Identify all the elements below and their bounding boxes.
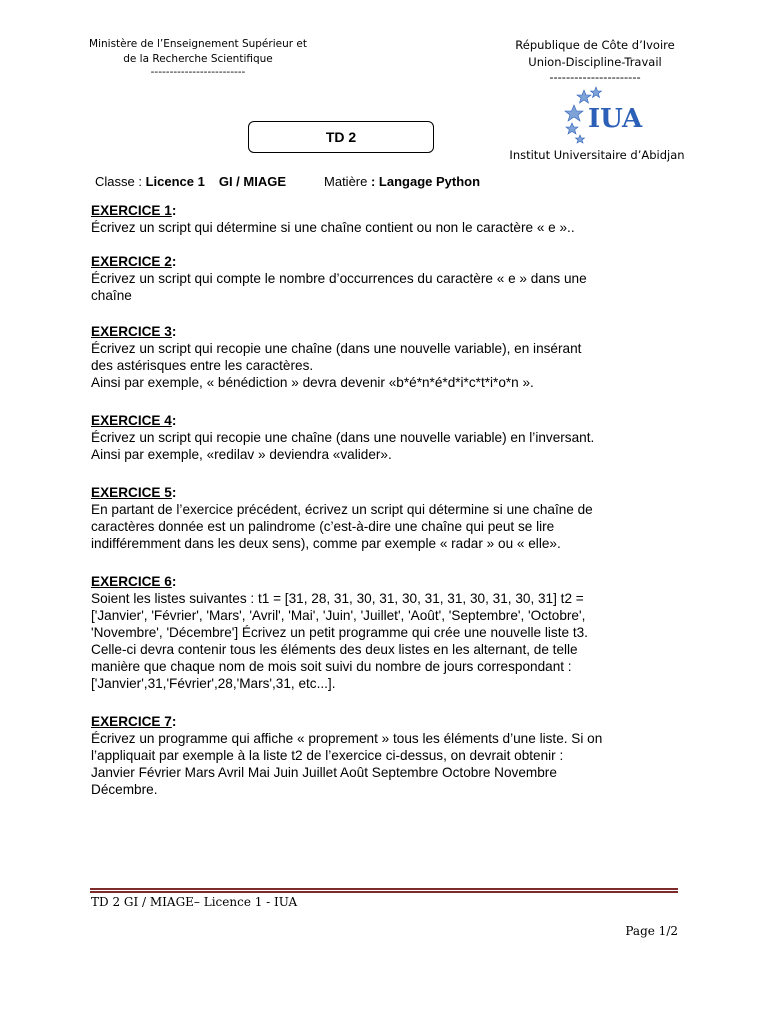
ministry-line-1: Ministère de l’Enseignement Supérieur et — [89, 38, 307, 50]
exercise-line: Ainsi par exemple, « bénédiction » devra devenir «b*é*n*é*d*i*c*t*i*o*n ». — [91, 375, 534, 390]
matiere-value: : Langage Python — [370, 174, 481, 189]
classe-level: Licence 1 — [145, 174, 205, 189]
exercise-line: manière que chaque nom de mois soit suivi du nombre de jours correspondant : — [91, 659, 572, 674]
exercise-7: EXERCICE 7: Écrivez un programme qui affiche « proprement » tous les éléments d’une liste. Si on l’appliquait par exemple à la liste t2 de l’exercice ci-dessus, on devrait obtenir : Janvier Février Mars Avril Mai Juin Juillet Août Septembre Octobre Novembre Décembre. — [91, 713, 691, 798]
footer-divider — [90, 888, 678, 894]
exercise-line: caractères donnée est un palindrome (c’est-à-dire une chaîne qui peut se lire — [91, 519, 555, 534]
exercise-2: EXERCICE 2: Écrivez un script qui compte le nombre d’occurrences du caractère « e » dans une chaîne — [91, 253, 691, 304]
exercise-line: Écrivez un script qui recopie une chaîne (dans une nouvelle variable), en insérant — [91, 341, 582, 356]
exercise-line: Ainsi par exemple, «redilav » deviendra «valider». — [91, 447, 392, 462]
logo-text: IUA — [588, 104, 643, 134]
exercise-line: Janvier Février Mars Avril Mai Juin Juillet Août Septembre Octobre Novembre — [91, 765, 557, 780]
exercise-line: Écrivez un script qui détermine si une chaîne contient ou non le caractère « e ».. — [91, 220, 575, 235]
exercise-line: l’appliquait par exemple à la liste t2 de l’exercice ci-dessus, on devrait obtenir : — [91, 748, 564, 763]
republic-line-2: Union-Discipline-Travail — [528, 55, 662, 69]
td-title-box — [248, 121, 434, 153]
republic-rule: ---------------------- — [549, 70, 641, 84]
exercise-5: EXERCICE 5: En partant de l’exercice précédent, écrivez un script qui détermine si une chaîne de caractères donnée est un palindrome (c’est-à-dire une chaîne qui peut se lire indifféremment dans les deux sens), comme par exemple « radar » ou « elle». — [91, 484, 691, 552]
exercise-line: Écrivez un script qui recopie une chaîne (dans une nouvelle variable) en l’inversant. — [91, 430, 595, 445]
star-icon — [577, 90, 591, 103]
exercise-line: Écrivez un script qui compte le nombre d’occurrences du caractère « e » dans une — [91, 271, 587, 286]
ministry-rule: ------------------------- — [150, 66, 246, 78]
exercise-line: ['Janvier', 'Février', 'Mars', 'Avril', 'Mai', 'Juin', 'Juillet', 'Août', 'Septembre', 'Octobre', — [91, 608, 586, 623]
exercise-title: EXERCICE 2 — [91, 254, 172, 269]
iua-logo — [562, 85, 646, 145]
exercise-title: EXERCICE 1 — [91, 203, 172, 218]
class-info — [95, 174, 480, 189]
exercise-title: EXERCICE 4 — [91, 413, 172, 428]
exercise-line: Celle-ci devra contenir tous les éléments des deux listes en les alternant, de telle — [91, 642, 578, 657]
republic-line-1: République de Côte d’Ivoire — [515, 38, 675, 52]
ministry-header — [72, 37, 324, 77]
classe-filiere: GI / MIAGE — [218, 174, 287, 189]
exercise-title: EXERCICE 7 — [91, 714, 172, 729]
exercise-line: Décembre. — [91, 782, 158, 797]
republic-header — [488, 37, 702, 83]
ministry-line-2: de la Recherche Scientifique — [123, 53, 273, 65]
exercise-title: EXERCICE 3 — [91, 324, 172, 339]
institute-name: Institut Universitaire d’Abidjan — [509, 148, 685, 162]
td-title: TD 2 — [325, 129, 357, 145]
classe-label: Classe : — [95, 174, 146, 189]
exercise-3: EXERCICE 3: Écrivez un script qui recopie une chaîne (dans une nouvelle variable), en insérant des astérisques entre les caractères. Ainsi par exemple, « bénédiction » devra devenir «b*é*n*é*d*i*c*t*i*o*n ». — [91, 323, 691, 391]
exercise-list — [91, 202, 691, 815]
exercise-line: indifféremment dans les deux sens), comme par exemple « radar » ou « elle». — [91, 536, 561, 551]
exercise-line: des astérisques entre les caractères. — [91, 358, 314, 373]
star-icon — [565, 105, 583, 121]
page-number: Page 1/2 — [625, 924, 678, 938]
matiere-label: Matière — [324, 174, 371, 189]
star-icon — [576, 135, 585, 143]
exercise-1: EXERCICE 1: Écrivez un script qui détermine si une chaîne contient ou non le caractère « e ».. — [91, 202, 691, 236]
exercise-line: Soient les listes suivantes : t1 = [31, 28, 31, 30, 31, 30, 31, 31, 30, 31, 30, 31] t2 = — [91, 591, 584, 606]
exercise-line: chaîne — [91, 288, 132, 303]
footer-text: TD 2 GI / MIAGE– Licence 1 - IUA — [91, 895, 298, 909]
exercise-line: 'Novembre', 'Décembre'] Écrivez un petit programme qui crée une nouvelle liste t3. — [91, 625, 588, 640]
exercise-line: Écrivez un programme qui affiche « proprement » tous les éléments d’une liste. Si on — [91, 731, 603, 746]
exercise-title: EXERCICE 5 — [91, 485, 172, 500]
star-icon — [591, 87, 602, 98]
exercise-line: En partant de l’exercice précédent, écrivez un script qui détermine si une chaîne de — [91, 502, 593, 517]
exercise-4: EXERCICE 4: Écrivez un script qui recopie une chaîne (dans une nouvelle variable) en l’inversant. Ainsi par exemple, «redilav » deviendra «valider». — [91, 412, 691, 463]
exercise-6: EXERCICE 6: Soient les listes suivantes : t1 = [31, 28, 31, 30, 31, 30, 31, 31, 30, 31, 30, 31] t2 = ['Janvier', 'Février', 'Mars', 'Avril', 'Mai', 'Juin', 'Juillet', 'Août', 'Septembre', 'Octobre', 'Novembre', 'Décembre'] Écrivez un petit programme qui crée une nouvelle liste t3. Celle-ci devra contenir tous les éléments des deux listes en les alternant, de telle manière que chaque nom de mois soit suivi du nombre de jours correspondant : ['Janvier',31,'Février',28,'Mars',31, etc...]. — [91, 573, 691, 692]
exercise-line: ['Janvier',31,'Février',28,'Mars',31, etc...]. — [91, 676, 336, 691]
exercise-title: EXERCICE 6 — [91, 574, 172, 589]
star-icon — [566, 123, 578, 134]
